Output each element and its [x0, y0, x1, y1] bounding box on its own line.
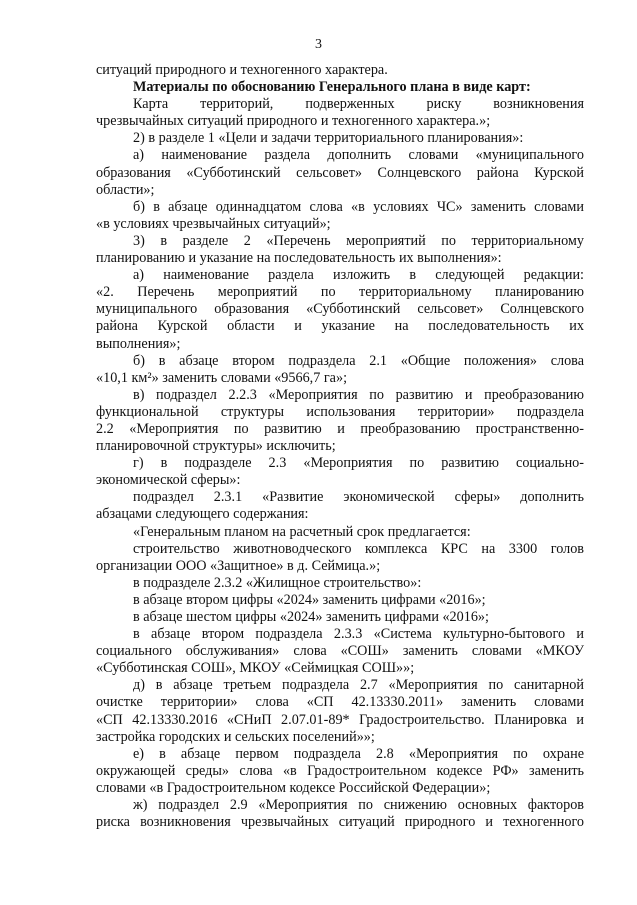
text-line: г) в подразделе 2.3 «Мероприятия по развитию социально- [133, 455, 584, 472]
text-line: планировочной структуры» исключить; [96, 438, 336, 455]
text-line: а) наименование раздела дополнить словами «муниципального [133, 147, 584, 164]
text-line: района Курской области и указание на последовательность их [96, 318, 584, 335]
text-line: в абзаце втором цифры «2024» заменить цифрами «2016»; [133, 591, 486, 608]
text-line: е) в абзаце первом подраздела 2.8 «Мероприятия по охране [133, 745, 584, 762]
document-body [96, 62, 584, 831]
text-line: риска возникновения чрезвычайных ситуаций природного и техногенного [96, 814, 584, 831]
text-line: в абзаце втором подраздела 2.3.3 «Система культурно-бытового и [133, 626, 584, 643]
text-line: области»; [96, 181, 155, 198]
text-line: «СП 42.13330.2016 «СНиП 2.07.01-89* Градостроительство. Планировка и [96, 711, 584, 728]
text-line: в подразделе 2.3.2 «Жилищное строительство»: [133, 574, 422, 591]
text-line: «10,1 км²» заменить словами «9566,7 га»; [96, 369, 348, 386]
text-line: застройка городских и сельских поселений»»; [96, 728, 375, 745]
text-line: 2) в разделе 1 «Цели и задачи территориального планирования»: [133, 130, 524, 147]
text-line: экономической сферы»: [96, 472, 241, 489]
text-line: образования «Субботинский сельсовет» Солнцевского района Курской [96, 164, 584, 181]
text-line: в) подраздел 2.2.3 «Мероприятия по развитию и преобразованию [133, 386, 584, 403]
text-line: словами «в Градостроительном кодексе Российской Федерации»; [96, 779, 491, 796]
text-line: б) в абзаце одиннадцатом слова «в условиях ЧС» заменить словами [133, 198, 584, 215]
text-line: функциональной структуры использования территории» подраздела [96, 403, 584, 420]
section-heading-line: Материалы по обоснованию Генерального плана в виде карт: [133, 79, 531, 96]
text-line: муниципального образования «Субботинский сельсовет» Солнцевского [96, 301, 584, 318]
text-line: подраздел 2.3.1 «Развитие экономической сферы» дополнить [133, 489, 584, 506]
text-line: Карта территорий, подверженных риску возникновения [133, 96, 584, 113]
text-line: ж) подраздел 2.9 «Мероприятия по снижению основных факторов [133, 797, 584, 814]
text-line: очистке территории» слова «СП 42.13330.2011» заменить словами [96, 694, 584, 711]
text-line: выполнения»; [96, 335, 181, 352]
text-line: д) в абзаце третьем подраздела 2.7 «Мероприятия по санитарной [133, 677, 584, 694]
text-line: 2.2 «Мероприятия по развитию и преобразованию пространственно- [96, 420, 584, 437]
text-line: «2. Перечень мероприятий по территориальному планированию [96, 284, 584, 301]
text-line: строительство животноводческого комплекса КРС на 3300 голов [133, 540, 584, 557]
text-line: абзацами следующего содержания: [96, 506, 309, 523]
text-line: организации ООО «Защитное» в д. Сеймица.»; [96, 557, 381, 574]
text-line: б) в абзаце втором подраздела 2.1 «Общие положения» слова [133, 352, 584, 369]
text-line: а) наименование раздела изложить в следующей редакции: [133, 267, 584, 284]
text-line: чрезвычайных ситуаций природного и техногенного характера.»; [96, 113, 491, 130]
text-line: социального обслуживания» слова «СОШ» заменить словами «МКОУ [96, 643, 584, 660]
text-line: «Генеральным планом на расчетный срок предлагается: [133, 523, 471, 540]
text-line: 3) в разделе 2 «Перечень мероприятий по территориальному [133, 232, 584, 249]
page-number: 3 [315, 37, 322, 52]
text-line: в абзаце шестом цифры «2024» заменить цифрами «2016»; [133, 609, 489, 625]
text-line: «Субботинская СОШ», МКОУ «Сеймицкая СОШ»»; [96, 660, 415, 677]
text-line: планированию и указание на последовательность их выполнения»: [96, 250, 502, 267]
text-line: окружающей среды» слова «в Градостроительном кодексе РФ» заменить [96, 762, 584, 779]
text-line: ситуаций природного и техногенного характера. [96, 62, 388, 78]
text-line: «в условиях чрезвычайных ситуаций»; [96, 215, 331, 232]
